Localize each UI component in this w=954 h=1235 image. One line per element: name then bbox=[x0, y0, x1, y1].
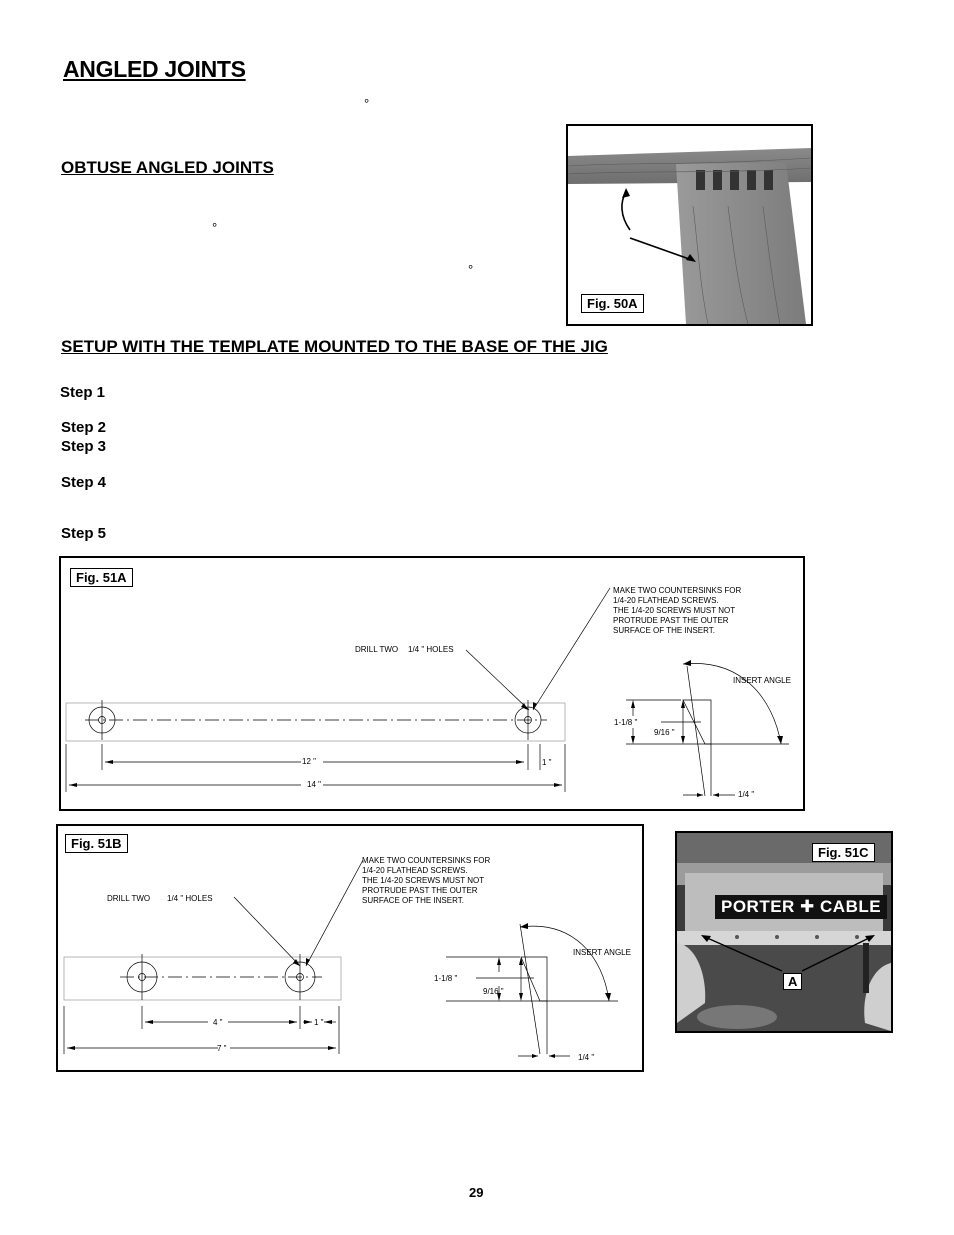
offset-dimension: 9/16 " bbox=[654, 728, 675, 737]
offset-dimension: 9/16 " bbox=[483, 987, 504, 996]
fig-51c-label: Fig. 51C bbox=[812, 843, 875, 862]
fig-51a-label: Fig. 51A bbox=[70, 568, 133, 587]
step-1-label: Step 1 bbox=[60, 384, 106, 401]
edge-distance-dimension: 1 " bbox=[314, 1018, 324, 1027]
countersink-note: MAKE TWO COUNTERSINKS FOR 1/4-20 FLATHEAD SCREWS. THE 1/4-20 SCREWS MUST NOT PROTRUDE PAST THE OUTER SURFACE OF THE INSERT. bbox=[613, 586, 742, 635]
porter-cable-brand: PORTER ✚ CABLE bbox=[715, 895, 887, 919]
degree-mark: ° bbox=[364, 96, 370, 111]
height-dimension: 1-1/8 " bbox=[434, 974, 458, 983]
step-2-label: Step 2 bbox=[61, 419, 107, 436]
fig-51b-drawing bbox=[56, 824, 644, 1072]
fig-51a-drawing bbox=[59, 556, 805, 811]
setup-heading: SETUP WITH THE TEMPLATE MOUNTED TO THE BASE OF THE JIG bbox=[61, 337, 608, 356]
step-3-label: Step 3 bbox=[61, 438, 107, 455]
jig-template-photo bbox=[677, 833, 891, 1031]
length-dimension: 14 " bbox=[307, 780, 321, 789]
length-dimension: 7 " bbox=[217, 1044, 227, 1053]
insert-angle-label: INSERT ANGLE bbox=[573, 948, 631, 957]
degree-mark: ° bbox=[212, 220, 218, 235]
height-dimension: 1-1/8 " bbox=[614, 718, 638, 727]
degree-mark: ° bbox=[468, 262, 474, 277]
drill-note-size: 1/4 " HOLES bbox=[167, 894, 213, 903]
callout-a: A bbox=[783, 973, 802, 990]
page-title: ANGLED JOINTS bbox=[63, 56, 246, 82]
hole-spacing-dimension: 12 " bbox=[302, 757, 316, 766]
thickness-dimension: 1/4 " bbox=[738, 790, 755, 799]
page-number: 29 bbox=[469, 1185, 484, 1200]
insert-template-drawing-7in bbox=[58, 826, 642, 1070]
drill-note-label: DRILL TWO bbox=[355, 645, 399, 654]
fig-51c-photo bbox=[675, 831, 893, 1033]
step-4-label: Step 4 bbox=[61, 474, 107, 491]
fig-50a-label: Fig. 50A bbox=[581, 294, 644, 313]
countersink-note: MAKE TWO COUNTERSINKS FOR 1/4-20 FLATHEAD SCREWS. THE 1/4-20 SCREWS MUST NOT PROTRUDE PAST THE OUTER SURFACE OF THE INSERT. bbox=[362, 856, 491, 905]
edge-distance-dimension: 1 " bbox=[542, 758, 552, 767]
fig-51b-label: Fig. 51B bbox=[65, 834, 128, 853]
drill-note-label: DRILL TWO bbox=[107, 894, 151, 903]
thickness-dimension: 1/4 " bbox=[578, 1053, 595, 1062]
hole-spacing-dimension: 4 " bbox=[213, 1018, 223, 1027]
drill-note-size: 1/4 " HOLES bbox=[408, 645, 454, 654]
step-5-label: Step 5 bbox=[61, 525, 107, 542]
insert-angle-label: INSERT ANGLE bbox=[733, 676, 791, 685]
fig-50a-photo bbox=[566, 124, 813, 326]
obtuse-heading: OBTUSE ANGLED JOINTS bbox=[61, 158, 274, 177]
